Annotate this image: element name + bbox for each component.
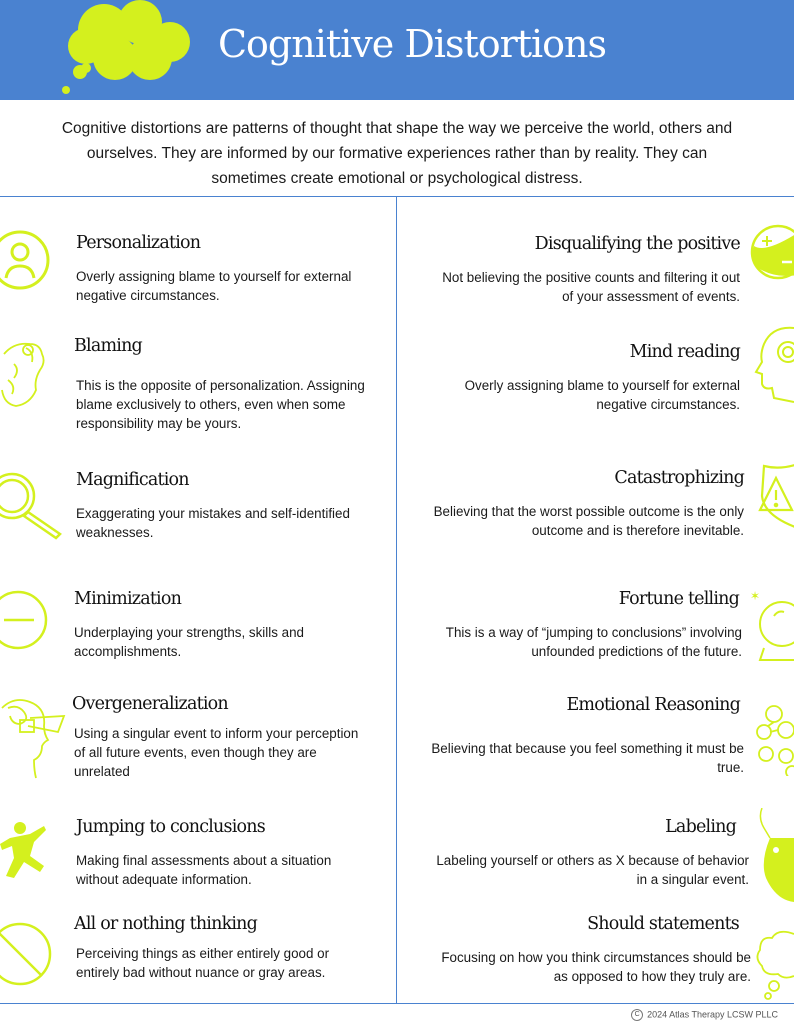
distortion-description: Underplaying your strengths, skills and accomplishments. (74, 625, 304, 659)
thought-cloud-outline-icon (754, 928, 794, 1000)
distortion-should-statements (430, 914, 751, 986)
distortion-jumping-to-conclusions (76, 817, 376, 889)
page-title: Cognitive Distortions (217, 22, 607, 66)
minus-circle-icon (0, 588, 52, 652)
column-divider (396, 197, 397, 1003)
svg-text:✶: ✶ (750, 589, 761, 603)
distortion-description: Using a singular event to inform your perception of all future events, even though they are unrelated (74, 726, 359, 779)
distortion-disqualifying-positive (430, 234, 740, 306)
copyright-icon: C (631, 1009, 643, 1021)
prohibited-icon (0, 918, 56, 988)
distortion-fortune-telling (430, 589, 742, 661)
head-spiral-icon (754, 322, 794, 412)
distortion-title: Blaming (74, 336, 142, 356)
distortion-all-or-nothing (74, 914, 374, 982)
distortion-title: Emotional Reasoning (566, 695, 740, 715)
distortion-title: All or nothing thinking (74, 914, 258, 934)
distortion-emotional-reasoning (430, 695, 744, 777)
distortion-title: Should statements (587, 914, 739, 934)
distortion-overgeneralization (72, 694, 372, 781)
distortion-blaming (74, 336, 374, 433)
emotion-faces-icon (756, 700, 794, 776)
bottom-divider (0, 1003, 794, 1004)
tag-icon (756, 808, 794, 904)
distortion-title: Mind reading (629, 342, 740, 362)
distortion-title: Personalization (76, 233, 201, 253)
head-thought-icon (0, 690, 66, 780)
jumping-person-icon (0, 820, 50, 884)
intro-paragraph: Cognitive distortions are patterns of thought that shape the way we perceive the world, others and ourselves. They are informed by our formative experiences rather than by reality. They can sometimes create emotional or psychological distress. (61, 120, 733, 187)
top-divider (0, 196, 794, 197)
distortion-catastrophizing (430, 468, 744, 540)
distortion-description: Exaggerating your mistakes and self-identified weaknesses. (76, 506, 350, 540)
distortion-description: Perceiving things as either entirely good or entirely bad without nuance or gray areas. (76, 946, 330, 980)
distortion-description: Overly assigning blame to yourself for external negative circumstances. (464, 378, 740, 412)
distortion-title: Catastrophizing (614, 468, 744, 488)
distortion-mind-reading (430, 342, 740, 414)
copyright-text: 2024 Atlas Therapy LCSW PLLC (647, 1009, 778, 1020)
distortion-description: Focusing on how you think circumstances should be as opposed to how they truly are. (441, 950, 751, 984)
distortion-title: Labeling (665, 817, 736, 837)
distortion-title: Overgeneralization (72, 694, 228, 714)
distortion-description: This is a way of “jumping to conclusions” involving unfounded predictions of the future. (445, 625, 742, 659)
distortion-title: Jumping to conclusions (76, 817, 265, 837)
crystal-ball-icon (750, 586, 794, 664)
distortion-description: Believing that because you feel something it must be true. (431, 741, 744, 775)
distortion-title: Magnification (76, 470, 189, 490)
warning-shield-icon (758, 460, 794, 532)
distortion-labeling (430, 817, 749, 889)
distortion-description: This is the opposite of personalization. Assigning blame exclusively to others, even when some responsibility may be yours. (76, 378, 365, 431)
distortion-description: Labeling yourself or others as X because of behavior in a singular event. (436, 853, 749, 887)
plus-minus-icon (748, 224, 794, 280)
copyright-footer (631, 1009, 778, 1021)
distortion-description: Believing that the worst possible outcome is the only outcome and is therefore inevitable. (433, 504, 744, 538)
distortion-description: Making final assessments about a situation without adequate information. (76, 853, 332, 887)
distortion-title: Minimization (74, 589, 182, 609)
pointing-hand-icon (0, 334, 56, 410)
distortion-magnification (76, 470, 376, 542)
person-icon (0, 228, 52, 292)
distortion-title: Disqualifying the positive (534, 234, 740, 254)
distortion-personalization (76, 233, 376, 305)
distortion-minimization (74, 589, 374, 661)
distortion-title: Fortune telling (618, 589, 739, 609)
distortion-description: Overly assigning blame to yourself for external negative circumstances. (76, 269, 352, 303)
distortion-description: Not believing the positive counts and filtering it out of your assessment of events. (442, 270, 740, 304)
magnifier-icon (0, 470, 66, 540)
